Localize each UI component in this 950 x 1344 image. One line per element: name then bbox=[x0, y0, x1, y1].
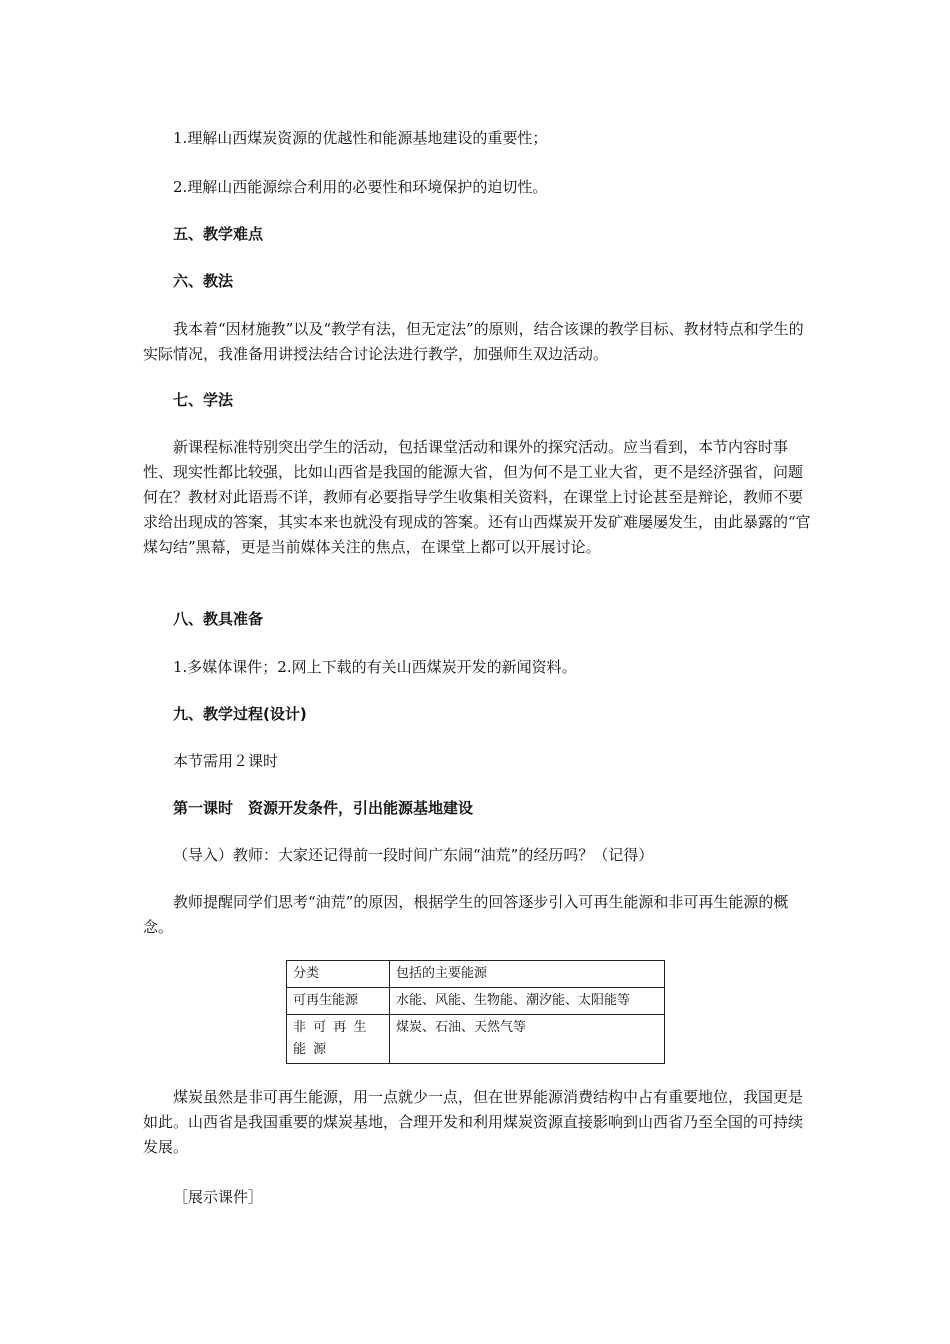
paragraph-coal: 煤炭虽然是非可再生能源，用一点就少一点，但在世界能源消费结构中占有重要地位，我国更是如此。山西省是我国重要的煤炭基地，合理开发和利用煤炭资源直接影响到山西省乃至全国的可持续发展。 bbox=[143, 1088, 804, 1156]
energy-classification-table bbox=[286, 960, 665, 1064]
heading-tools: 八、教具准备 bbox=[173, 610, 264, 628]
goal-item-2: 2.理解山西能源综合利用的必要性和环境保护的迫切性。 bbox=[173, 178, 548, 196]
heading-process: 九、教学过程(设计) bbox=[173, 705, 307, 723]
paragraph-show-courseware: ［展示课件］ bbox=[173, 1188, 264, 1206]
heading-teaching-method: 六、教法 bbox=[173, 272, 234, 290]
table-cell-sources: 煤炭、石油、天然气等 bbox=[390, 1015, 665, 1064]
paragraph-hours: 本节需用２课时 bbox=[173, 752, 279, 770]
heading-lesson-1: 第一课时 资源开发条件，引出能源基地建设 bbox=[173, 799, 474, 817]
table-row bbox=[287, 1015, 665, 1064]
table-header-category: 分类 bbox=[287, 961, 390, 988]
table-header-sources: 包括的主要能源 bbox=[390, 961, 665, 988]
table-row bbox=[287, 988, 665, 1015]
heading-learning-method: 七、学法 bbox=[173, 391, 234, 409]
paragraph-prompt: 教师提醒同学们思考“油荒”的原因，根据学生的回答逐步引入可再生能源和非可再生能源的概念。 bbox=[143, 893, 789, 936]
table-cell-sources: 水能、风能、生物能、潮汐能、太阳能等 bbox=[390, 988, 665, 1015]
heading-difficulty: 五、教学难点 bbox=[173, 225, 264, 243]
goal-item-1: 1.理解山西煤炭资源的优越性和能源基地建设的重要性； bbox=[173, 129, 548, 147]
table-header-row bbox=[287, 961, 665, 988]
paragraph-intro: （导入）教师：大家还记得前一段时间广东闹“油荒”的经历吗？（记得） bbox=[173, 846, 654, 864]
table-cell-category: 非可再生能源 bbox=[287, 1015, 390, 1064]
paragraph-learning-method: 新课程标准特别突出学生的活动，包括课堂活动和课外的探究活动。应当看到，本节内容时事性、现实性都比较强，比如山西省是我国的能源大省，但为何不是工业大省，更不是经济强省，问题何在？教材对此语焉不详，教师有必要指导学生收集相关资料，在课堂上讨论甚至是辩论，教师不要求给出现成的答案，其实本来也就没有现成的答案。还有山西煤炭开发矿难屡屡发生，由此暴露的“官煤勾结”黑幕，更是当前媒体关注的焦点，在课堂上都可以开展讨论。 bbox=[143, 438, 811, 556]
table-cell-category: 可再生能源 bbox=[287, 988, 390, 1015]
paragraph-tools: 1.多媒体课件；2.网上下载的有关山西煤炭开发的新闻资料。 bbox=[173, 658, 577, 676]
paragraph-teaching-method: 我本着“因材施教”以及“教学有法，但无定法”的原则，结合该课的教学目标、教材特点和学生的实际情况，我准备用讲授法结合讨论法进行教学，加强师生双边活动。 bbox=[143, 320, 804, 363]
